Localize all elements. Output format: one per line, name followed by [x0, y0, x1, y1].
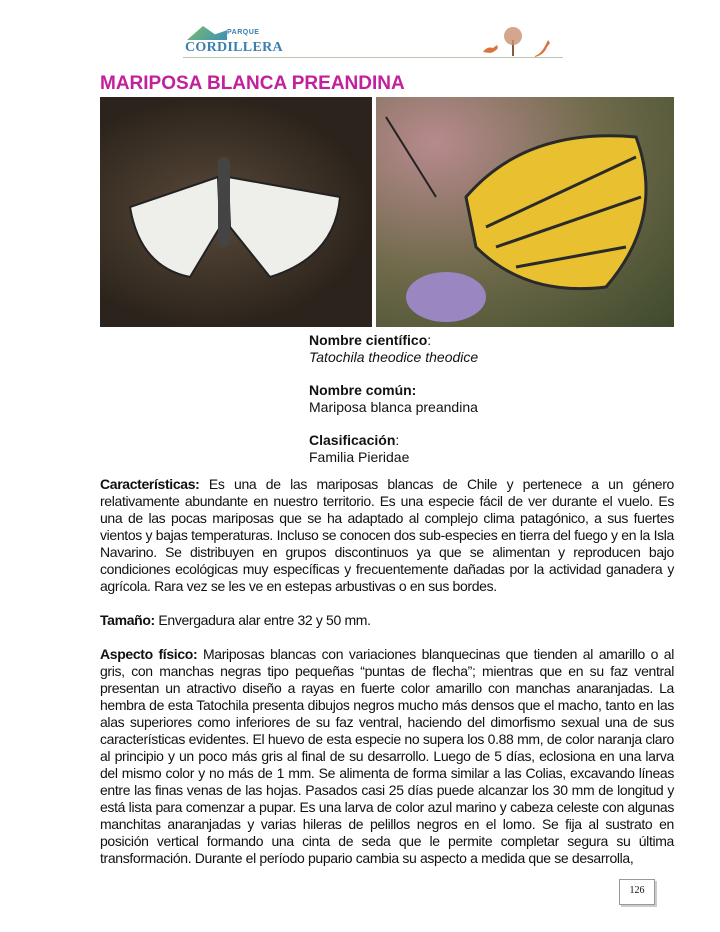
page-title: MARIPOSA BLANCA PREANDINA: [100, 73, 405, 94]
butterfly-dorsal-photo: [100, 97, 372, 327]
characteristics-text: Es una de las mariposas blancas de Chile y pertenece a un género relativamente abundante en nuestro territorio. Es una especie fácil de ver durante el vuelo. Es una de las pocas mariposas que se ha adaptado al complejo clima patagónico, a sus fuertes vientos y bajas temperaturas. Incluso se conocen dos sub-especies en tierra del fuego y en la Isla Navarino. Se distribuyen en grupos discontinuos ya que se alimentan y reproducen bajo condiciones ecológicas muy específicas y frecuentemente dañadas por la actividad ganadera y agrícola. Rara vez se les ve en estepas arbustivas o en sus bordes.: [100, 476, 674, 594]
size-text: Envergadura alar entre 32 y 50 mm.: [154, 612, 371, 628]
classification-value: Familia Pieridae: [309, 449, 410, 465]
characteristics-paragraph: [100, 476, 674, 595]
size-label: Tamaño:: [100, 612, 155, 628]
butterfly-ventral-photo: [376, 97, 674, 327]
common-name-label: Nombre común:: [309, 382, 417, 398]
appearance-label: Aspecto físico:: [100, 646, 198, 662]
species-info: Nombre científico: Tatochila theodice theodice Nombre común: Mariposa blanca preandina Clasificación: Familia Pieridae: [309, 332, 479, 465]
appearance-paragraph: [100, 646, 674, 867]
fox-tree-bird-icon: [473, 24, 563, 58]
scientific-name-value: Tatochila theodice theodice: [309, 349, 479, 365]
parque-cordillera-logo: [183, 24, 283, 58]
mountain-icon: [187, 26, 227, 40]
page-header: [183, 24, 563, 64]
classification-label: Clasificación: [309, 432, 396, 448]
common-name-value: Mariposa blanca preandina: [309, 399, 478, 415]
scientific-name-label: Nombre científico: [309, 332, 428, 348]
header-divider: [183, 57, 563, 58]
appearance-text: Mariposas blancas con variaciones blanquecinas que tienden al amarillo o al gris, con manchas negras tipo pequeñas “puntas de flecha”; mientras que en su faz ventral presentan un atractivo diseño a rayas en fuerte color amarillo con manchas anaranjadas. La hembra de esta Tatochila presenta dibujos negros mucho más densos que el macho, tanto en las alas superiores como inferiores de su faz ventral, haciendo del dimorfismo sexual una de sus características evidentes. El huevo de esta especie no supera los 0.88 mm, de color naranja claro al principio y un poco más gris al final de su desarrollo. Luego de 5 días, eclosiona en una larva del mismo color y no más de 1 mm. Se alimenta de forma similar a las Colias, excavando líneas entre las finas venas de las hojas. Pasados casi 25 días puede alcanzar los 30 mm de longitud y está lista para comenzar a pupar. Es una larva de color azul marino y cabeza celeste con algunas manchitas anaranjadas y varias hileras de pelillos negros en el lomo. Se fija al sustrato en posición vertical formando una cinta de seda que le permite completar segura su última transformación. Durante el período pupario cambia su aspecto a medida que se desarrolla,: [100, 646, 674, 866]
logo-small-text: PARQUE: [227, 29, 260, 36]
body-text: [100, 476, 674, 884]
characteristics-label: Características:: [100, 476, 200, 492]
size-paragraph: [100, 612, 674, 629]
page-number: 126: [619, 879, 655, 905]
logo-big-text: CORDILLERA: [185, 40, 283, 55]
